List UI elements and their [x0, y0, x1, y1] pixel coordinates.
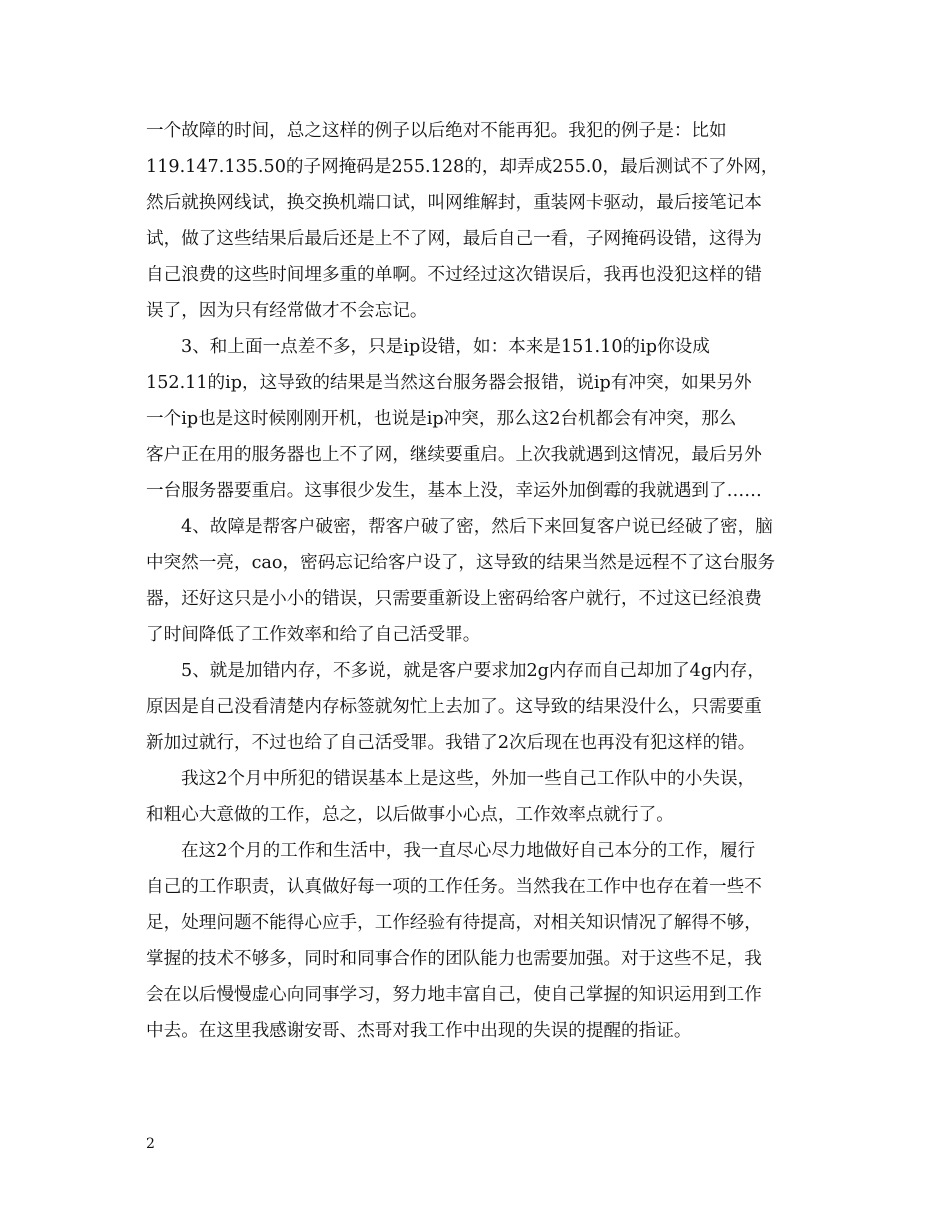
- text-line: 中去。在这里我感谢安哥、杰哥对我工作中出现的失误的提醒的指证。: [146, 1021, 692, 1041]
- text-line: 掌握的技术不够多，同时和同事合作的团队能力也需要加强。对于这些不足，我: [146, 949, 762, 969]
- text-line: 152.11的ip，这导致的结果是当然这台服务器会报错，说ip有冲突，如果另外: [146, 373, 752, 393]
- text-line: 器，还好这只是小小的错误，只需要重新设上密码给客户就行，不过这已经浪费: [146, 589, 762, 609]
- closing-paragraph-start: 在这2个月的工作和生活中，我一直尽心尽力地做好自己本分的工作，履行: [181, 841, 756, 861]
- text-line: 误了，因为只有经常做才不会忘记。: [146, 301, 428, 321]
- text-line: 中突然一亮，cao，密码忘记给客户设了，这导致的结果当然是远程不了这台服务: [146, 553, 776, 573]
- text-line: 自己的工作职责，认真做好每一项的工作任务。当然我在工作中也存在着一些不: [146, 877, 762, 897]
- text-line: 新加过就行，不过也给了自己活受罪。我错了2次后现在也再没有犯这样的错。: [146, 733, 756, 753]
- text-line: 客户正在用的服务器也上不了网，继续要重启。上次我就遇到这情况，最后另外: [146, 445, 762, 465]
- text-line: 然后就换网线试，换交换机端口试，叫网维解封，重装网卡驱动，最后接笔记本: [146, 193, 762, 213]
- text-line: 会在以后慢慢虚心向同事学习，努力地丰富自己，使自己掌握的知识运用到工作: [146, 985, 762, 1005]
- text-line: 119.147.135.50的子网掩码是255.128的，却弄成255.0，最后测试不了外网，: [146, 157, 779, 177]
- paragraph-3-start: 3、和上面一点差不多，只是ip设错，如：本来是151.10的ip你设成: [181, 337, 710, 357]
- text-line: 和粗心大意做的工作，总之，以后做事小心点，工作效率点就行了。: [146, 805, 674, 825]
- text-line: 一个ip也是这时候刚刚开机，也说是ip冲突，那么这2台机都会有冲突，那么: [146, 409, 737, 429]
- text-line: 原因是自己没看清楚内存标签就匆忙上去加了。这导致的结果没什么，只需要重: [146, 697, 762, 717]
- paragraph-4-start: 4、故障是帮客户破密，帮客户破了密，然后下来回复客户说已经破了密，脑: [181, 517, 773, 537]
- summary-paragraph-start: 我这2个月中所犯的错误基本上是这些，外加一些自己工作队中的小失误，: [181, 769, 756, 789]
- text-line: 一台服务器要重启。这事很少发生，基本上没，幸运外加倒霉的我就遇到了……: [146, 481, 762, 501]
- text-line: 自己浪费的这些时间埋多重的单啊。不过经过这次错误后，我再也没犯这样的错: [146, 265, 762, 285]
- text-line: 一个故障的时间，总之这样的例子以后绝对不能再犯。我犯的例子是：比如: [146, 121, 727, 141]
- page-number: 2: [146, 1136, 155, 1152]
- text-line: 试，做了这些结果后最后还是上不了网，最后自己一看，子网掩码设错，这得为: [146, 229, 762, 249]
- text-line: 足，处理问题不能得心应手，工作经验有待提高，对相关知识情况了解得不够，: [146, 913, 762, 933]
- text-line: 了时间降低了工作效率和给了自己活受罪。: [146, 625, 481, 645]
- paragraph-5-start: 5、就是加错内存，不多说，就是客户要求加2g内存而自己却加了4g内存，: [181, 661, 765, 681]
